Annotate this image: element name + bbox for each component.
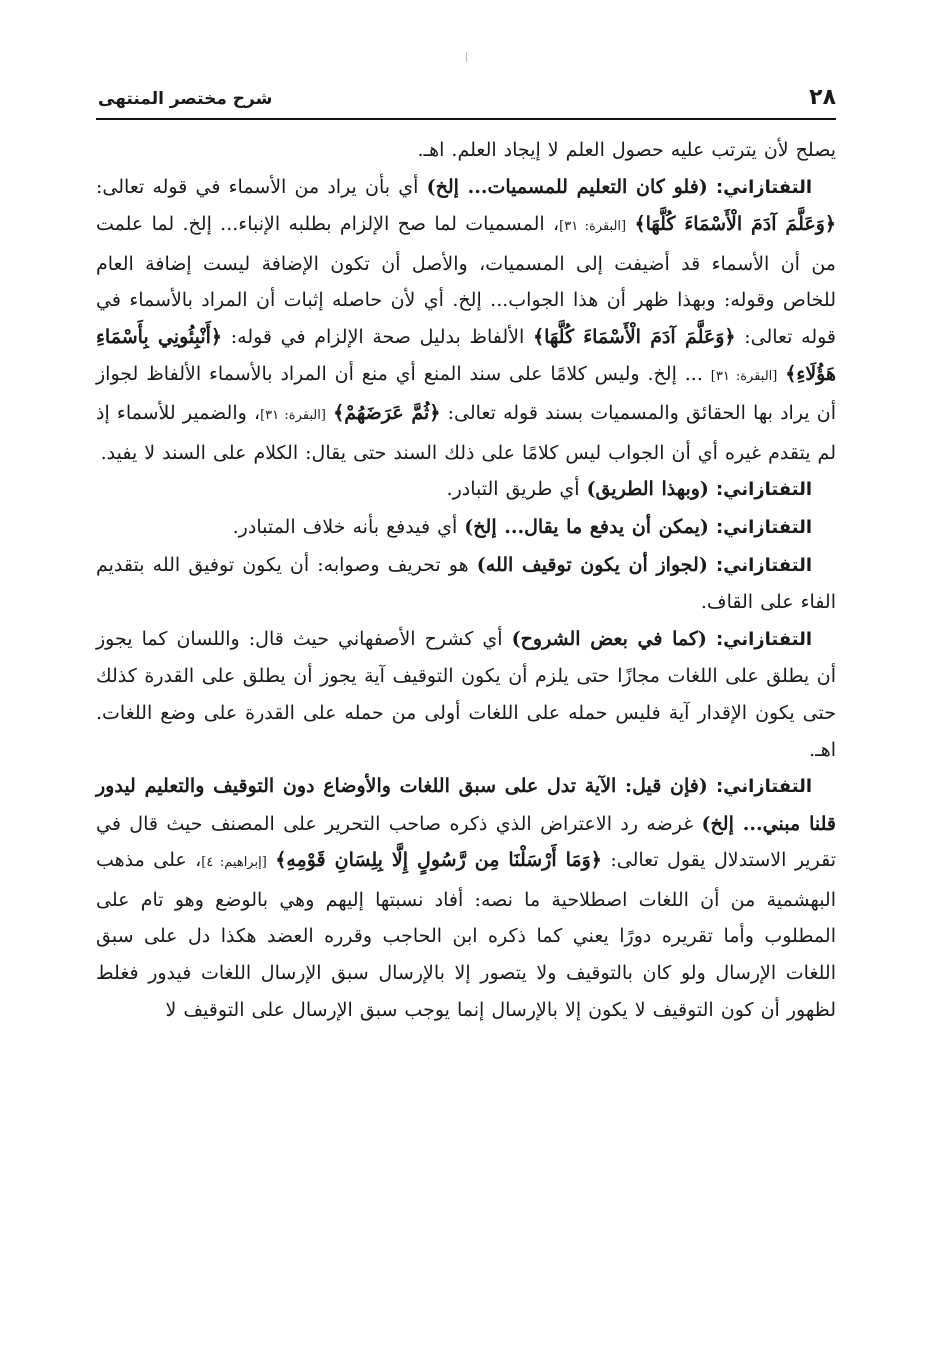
paragraph-text: ، المسميات لما صح الإلزام بطلبه الإنباء... إلخ. لما علمت من أن الأسماء قد أضيفت إلى المسميات، والأصل أن تكون الإضافة ليست إضافة العام للخاص وقوله: وبهذا ظهر أن هذا الجواب... إلخ. أي لأن حاصله إثبات أن المراد بالأسماء في قوله تعالى: <box>96 213 837 348</box>
paragraph-4 <box>96 509 836 547</box>
verse-reference: [البقرة: ٣١] <box>559 219 627 235</box>
paragraph-text: ... إلخ. وليس كلامًا على سند المنع أي منع أن المراد بالأسماء الألفاظ لجواز أن يراد بها الحقائق والمسميات بسند قوله تعالى: <box>96 362 836 425</box>
verse-reference: [البقرة: ٣١] <box>260 408 326 424</box>
paragraph-text: أي كشرح الأصفهاني حيث قال: واللسان كما يجوز أن يطلق على اللغات مجازًا حتى يلزم أن يكون التوقيف آية يجوز أن يطلق على القدرة كذلك حتى يكون الإقدار آية فليس حمله على اللغات أولى من حمله على القدرة على وضع اللغات. اهـ. <box>96 627 836 761</box>
paragraph-text: الألفاظ بدليل صحة الإلزام في قوله: <box>230 325 525 348</box>
quoted-phrase: (كما في بعض الشروح) <box>511 627 707 650</box>
book-page <box>96 0 836 1367</box>
paragraph-5 <box>96 547 836 621</box>
page-number: ٢٨ <box>809 85 836 110</box>
quran-verse: ﴿وَمَا أَرْسَلْنَا مِن رَّسُولٍ إِلَّا بِلِسَانِ قَوْمِهِ﴾ <box>275 849 602 872</box>
verse-reference: [إبراهيم: ٤] <box>201 855 267 871</box>
verse-reference: [البقرة: ٣١] <box>710 368 778 384</box>
quran-verse: ﴿وَعَلَّمَ آدَمَ الْأَسْمَاءَ كُلَّهَا﴾ <box>634 213 837 236</box>
header-rule <box>96 118 836 120</box>
paragraph-text: أي طريق التبادر. <box>446 478 580 501</box>
quran-verse: ﴿أَنْبِئُونِي بِأَسْمَاءِ هَؤُلَاءِ﴾ <box>96 325 837 385</box>
quoted-phrase: (فلو كان التعليم للمسميات... إلخ) <box>426 175 708 198</box>
paragraph-text: ، والضمير للأسماء إذ لم يتقدم غيره أي أن الجواب ليس كلامًا على ذلك السند حتى يقال: الكلام على السند لا يفيد. <box>96 402 836 464</box>
paragraph-6 <box>96 621 836 768</box>
paragraph-2 <box>96 169 836 472</box>
quran-verse: ﴿وَعَلَّمَ آدَمَ الْأَسْمَاءَ كُلَّهَا﴾ <box>532 325 736 348</box>
paragraph-text: ، على مذهب البهشمية من أن اللغات اصطلاحية ما نصه: أفاد نسبتها إليهم وهي بالوضع وهو تام على المطلوب وأما تقريره دورًا يعني كما ذكره ابن الحاجب وقرره العضد هكذا دل على سبق اللغات الإرسال ولو كان بالتوقيف ولا يتصور إلا بالإرسال سبق الإرسال اللغات فيدور فغلط لظهور أن كون التوقيف لا يكون إلا بالإرسال إنما يوجب سبق الإرسال على التوقيف لا <box>96 849 836 1021</box>
running-title: شرح مختصر المنتهى <box>98 89 273 109</box>
speaker-label: التفتازاني: <box>715 776 813 798</box>
quoted-phrase: (لجواز أن يكون توقيف الله) <box>476 553 708 576</box>
speaker-label: التفتازاني: <box>715 516 812 538</box>
quoted-phrase: (وبهذا الطريق) <box>586 478 709 501</box>
paragraph-text: أي بأن يراد من الأسماء في قوله تعالى: <box>96 175 419 198</box>
paragraph-text: أي فيدفع بأنه خلاف المتبادر. <box>232 515 458 538</box>
page-body <box>96 132 836 1028</box>
scan-mark <box>466 52 467 62</box>
paragraph-text: يصلح لأن يترتب عليه حصول العلم لا إيجاد العلم. اهـ. <box>417 139 836 161</box>
paragraph-text: غرضه رد الاعتراض الذي ذكره صاحب التحرير على المصنف حيث قال في تقرير الاستدلال يقول تعالى: <box>96 812 836 872</box>
speaker-label: التفتازاني: <box>715 176 812 198</box>
paragraph-1 <box>96 132 836 169</box>
speaker-label: التفتازاني: <box>715 479 812 501</box>
speaker-label: التفتازاني: <box>715 628 813 650</box>
quoted-phrase: (يمكن أن يدفع ما يقال... إلخ) <box>464 515 709 538</box>
paragraph-text: هو تحريف وصوابه: أن يكون توفيق الله بتقديم الفاء على القاف. <box>96 553 836 614</box>
paragraph-3 <box>96 471 836 509</box>
paragraph-7 <box>96 768 836 1028</box>
quran-verse: ﴿ثُمَّ عَرَضَهُمْ﴾ <box>333 402 441 425</box>
page-header <box>96 84 836 114</box>
speaker-label: التفتازاني: <box>715 554 812 576</box>
quoted-phrase: (فإن قيل: الآية تدل على سبق اللغات والأوضاع دون التوقيف والتعليم ليدور قلنا مبني... إلخ) <box>96 775 836 835</box>
